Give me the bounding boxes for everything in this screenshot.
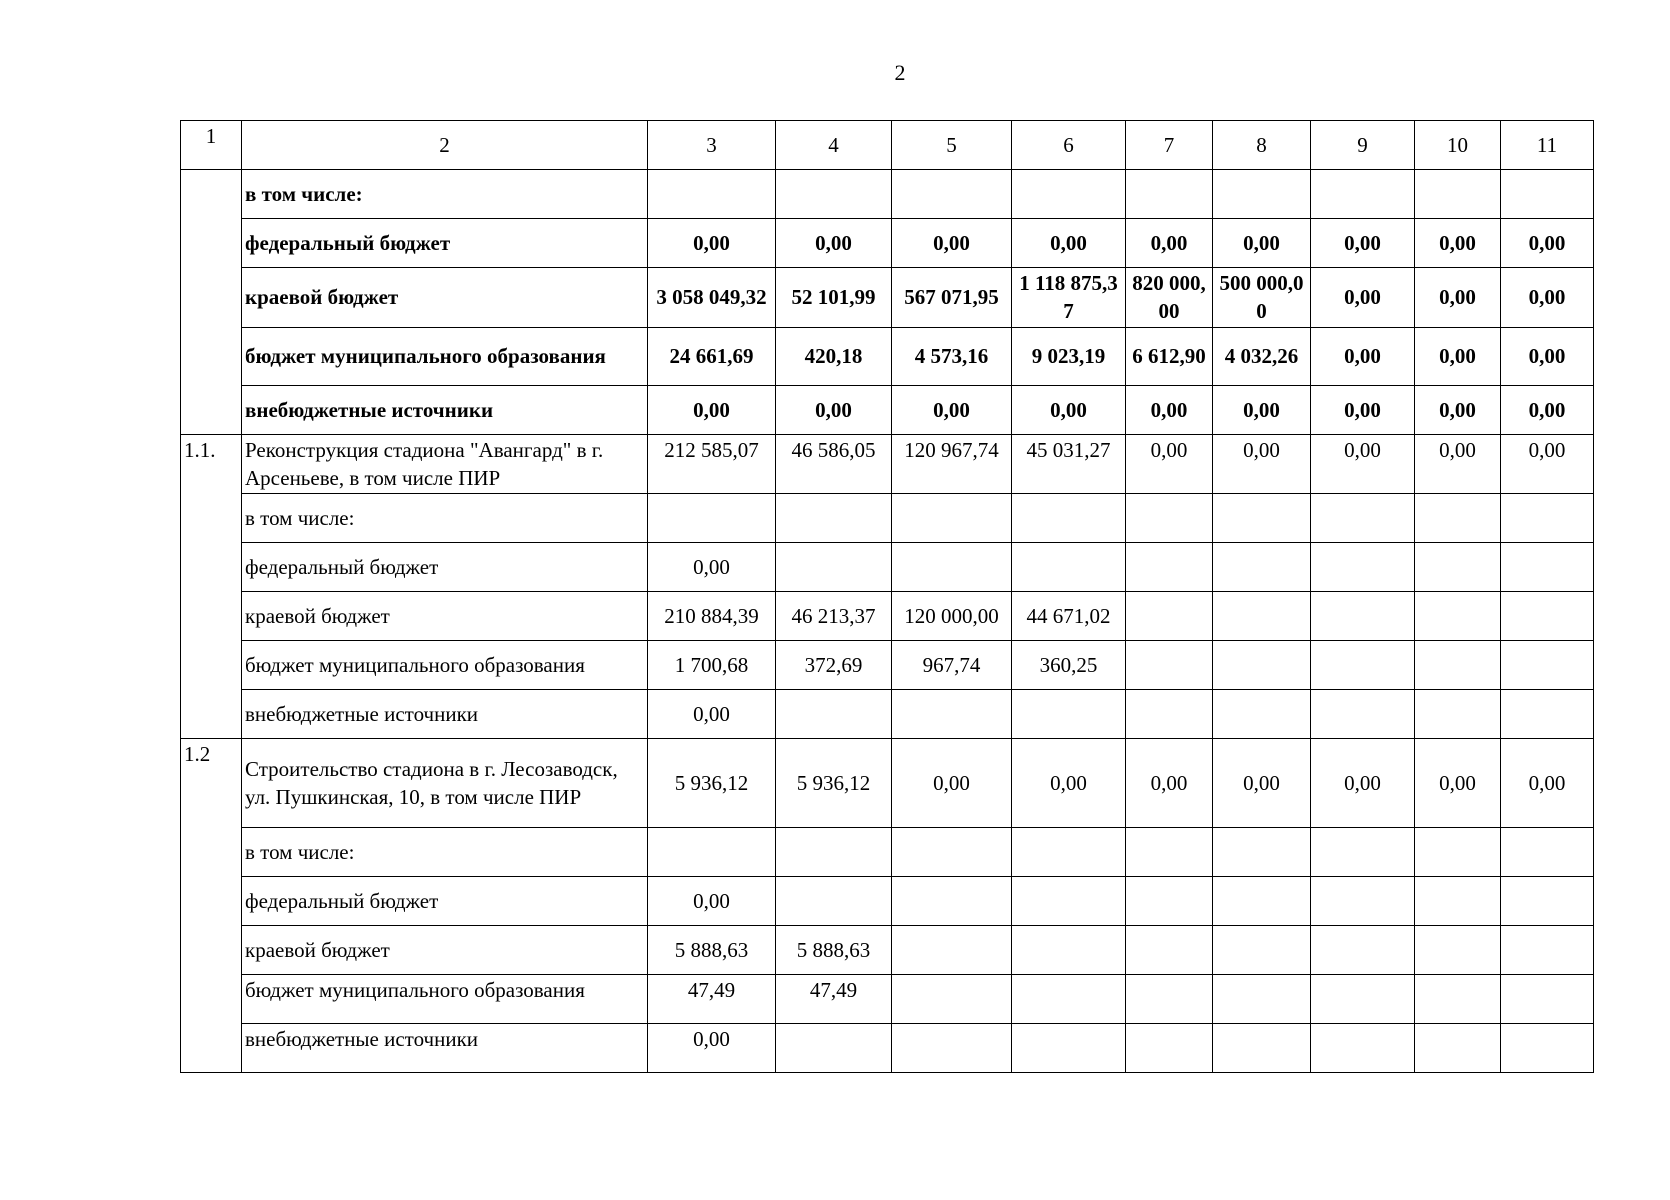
column-header: 2 <box>242 121 648 170</box>
value-cell <box>1501 926 1594 975</box>
row-label: бюджет муниципального образования <box>242 975 648 1024</box>
table-row <box>181 1024 1594 1073</box>
table-row <box>181 268 1594 328</box>
row-label: федеральный бюджет <box>242 543 648 592</box>
value-cell <box>892 1024 1012 1073</box>
value-cell <box>892 690 1012 739</box>
table-row <box>181 739 1594 828</box>
value-cell <box>1501 1024 1594 1073</box>
value-cell <box>1311 1024 1415 1073</box>
value-cell <box>1126 828 1213 877</box>
value-cell <box>776 1024 892 1073</box>
column-header: 4 <box>776 121 892 170</box>
value-cell: 0,00 <box>1415 327 1501 385</box>
value-cell <box>1012 690 1126 739</box>
row-label: внебюджетные источники <box>242 385 648 434</box>
value-cell: 0,00 <box>1126 219 1213 268</box>
table-row <box>181 828 1594 877</box>
value-cell <box>1012 543 1126 592</box>
value-cell: 0,00 <box>1213 739 1311 828</box>
value-cell: 0,00 <box>1501 385 1594 434</box>
row-label: краевой бюджет <box>242 268 648 328</box>
table-row <box>181 219 1594 268</box>
value-cell: 0,00 <box>1311 434 1415 494</box>
column-header: 8 <box>1213 121 1311 170</box>
value-cell <box>1126 170 1213 219</box>
value-cell <box>1213 1024 1311 1073</box>
row-number-cell: 1.1. <box>181 434 242 739</box>
value-cell <box>1012 170 1126 219</box>
value-cell: 0,00 <box>776 219 892 268</box>
value-cell <box>892 543 1012 592</box>
value-cell: 47,49 <box>648 975 776 1024</box>
value-cell <box>1501 690 1594 739</box>
value-cell <box>1126 1024 1213 1073</box>
row-label: в том числе: <box>242 494 648 543</box>
row-label: федеральный бюджет <box>242 877 648 926</box>
value-cell <box>1501 592 1594 641</box>
value-cell <box>1012 494 1126 543</box>
value-cell <box>1126 641 1213 690</box>
page-number: 2 <box>894 60 906 85</box>
value-cell <box>1415 690 1501 739</box>
value-cell: 3 058 049,32 <box>648 268 776 328</box>
value-cell <box>1126 494 1213 543</box>
row-label: краевой бюджет <box>242 926 648 975</box>
row-label: внебюджетные источники <box>242 690 648 739</box>
table-row <box>181 385 1594 434</box>
table-row <box>181 543 1594 592</box>
value-cell: 967,74 <box>892 641 1012 690</box>
value-cell: 0,00 <box>1501 739 1594 828</box>
row-label: бюджет муниципального образования <box>242 327 648 385</box>
value-cell: 0,00 <box>1213 434 1311 494</box>
value-cell: 0,00 <box>1213 219 1311 268</box>
row-label: краевой бюджет <box>242 592 648 641</box>
value-cell: 212 585,07 <box>648 434 776 494</box>
value-cell <box>1311 877 1415 926</box>
value-cell <box>1012 926 1126 975</box>
table-row <box>181 170 1594 219</box>
value-cell: 0,00 <box>1213 385 1311 434</box>
value-cell: 5 936,12 <box>776 739 892 828</box>
value-cell <box>1012 975 1126 1024</box>
value-cell <box>1501 975 1594 1024</box>
value-cell <box>1126 690 1213 739</box>
value-cell: 0,00 <box>648 690 776 739</box>
budget-table <box>180 120 1594 1073</box>
row-label: бюджет муниципального образования <box>242 641 648 690</box>
value-cell: 0,00 <box>648 877 776 926</box>
value-cell: 0,00 <box>1415 434 1501 494</box>
value-cell: 5 936,12 <box>648 739 776 828</box>
value-cell <box>1213 828 1311 877</box>
value-cell: 0,00 <box>1311 268 1415 328</box>
value-cell: 120 000,00 <box>892 592 1012 641</box>
value-cell: 0,00 <box>1012 739 1126 828</box>
value-cell: 567 071,95 <box>892 268 1012 328</box>
value-cell: 0,00 <box>1501 268 1594 328</box>
value-cell: 4 032,26 <box>1213 327 1311 385</box>
value-cell: 6 612,90 <box>1126 327 1213 385</box>
value-cell: 372,69 <box>776 641 892 690</box>
value-cell <box>648 828 776 877</box>
value-cell <box>892 494 1012 543</box>
value-cell <box>1415 494 1501 543</box>
value-cell: 0,00 <box>1415 739 1501 828</box>
value-cell <box>1415 641 1501 690</box>
value-cell: 24 661,69 <box>648 327 776 385</box>
value-cell: 210 884,39 <box>648 592 776 641</box>
value-cell: 0,00 <box>1415 268 1501 328</box>
value-cell: 820 000,00 <box>1126 268 1213 328</box>
value-cell: 0,00 <box>776 385 892 434</box>
value-cell: 47,49 <box>776 975 892 1024</box>
table-row <box>181 327 1594 385</box>
value-cell <box>1311 641 1415 690</box>
column-header: 1 <box>181 121 242 170</box>
value-cell <box>776 877 892 926</box>
column-header: 11 <box>1501 121 1594 170</box>
value-cell: 0,00 <box>648 385 776 434</box>
value-cell: 0,00 <box>1311 219 1415 268</box>
value-cell <box>1415 877 1501 926</box>
value-cell <box>1501 641 1594 690</box>
value-cell <box>1213 690 1311 739</box>
value-cell <box>892 975 1012 1024</box>
row-label: Строительство стадиона в г. Лесозаводск, ул. Пушкинская, 10, в том числе ПИР <box>242 739 648 828</box>
value-cell: 120 967,74 <box>892 434 1012 494</box>
value-cell <box>1213 543 1311 592</box>
value-cell: 0,00 <box>1012 219 1126 268</box>
value-cell <box>1415 1024 1501 1073</box>
value-cell: 0,00 <box>1415 385 1501 434</box>
column-header: 9 <box>1311 121 1415 170</box>
value-cell: 0,00 <box>1415 219 1501 268</box>
value-cell: 360,25 <box>1012 641 1126 690</box>
table-row <box>181 926 1594 975</box>
value-cell: 44 671,02 <box>1012 592 1126 641</box>
value-cell <box>1213 170 1311 219</box>
row-label: в том числе: <box>242 170 648 219</box>
value-cell <box>1501 877 1594 926</box>
value-cell: 0,00 <box>1311 385 1415 434</box>
value-cell: 46 213,37 <box>776 592 892 641</box>
value-cell <box>892 877 1012 926</box>
row-number-cell: 1.2 <box>181 739 242 1073</box>
value-cell: 420,18 <box>776 327 892 385</box>
row-label: Реконструкция стадиона "Авангард" в г. Арсеньеве, в том числе ПИР <box>242 434 648 494</box>
value-cell: 46 586,05 <box>776 434 892 494</box>
value-cell <box>1415 828 1501 877</box>
value-cell <box>1311 170 1415 219</box>
value-cell <box>1501 543 1594 592</box>
value-cell <box>892 170 1012 219</box>
value-cell: 0,00 <box>892 219 1012 268</box>
value-cell: 0,00 <box>648 543 776 592</box>
value-cell: 0,00 <box>892 385 1012 434</box>
column-header: 5 <box>892 121 1012 170</box>
value-cell: 4 573,16 <box>892 327 1012 385</box>
value-cell: 45 031,27 <box>1012 434 1126 494</box>
value-cell: 0,00 <box>1311 739 1415 828</box>
value-cell <box>1213 975 1311 1024</box>
value-cell <box>1501 828 1594 877</box>
value-cell <box>892 828 1012 877</box>
value-cell: 500 000,00 <box>1213 268 1311 328</box>
value-cell <box>1415 592 1501 641</box>
value-cell: 52 101,99 <box>776 268 892 328</box>
value-cell: 0,00 <box>648 1024 776 1073</box>
value-cell: 0,00 <box>1501 434 1594 494</box>
value-cell <box>1213 926 1311 975</box>
value-cell <box>648 494 776 543</box>
value-cell <box>1012 828 1126 877</box>
value-cell: 1 700,68 <box>648 641 776 690</box>
value-cell <box>648 170 776 219</box>
value-cell: 0,00 <box>1501 219 1594 268</box>
row-label: федеральный бюджет <box>242 219 648 268</box>
value-cell <box>1012 1024 1126 1073</box>
value-cell <box>1501 170 1594 219</box>
value-cell <box>1126 592 1213 641</box>
row-label: в том числе: <box>242 828 648 877</box>
table-row <box>181 975 1594 1024</box>
table-row <box>181 434 1594 494</box>
value-cell: 9 023,19 <box>1012 327 1126 385</box>
value-cell <box>776 690 892 739</box>
table-row <box>181 592 1594 641</box>
value-cell <box>776 543 892 592</box>
table-row <box>181 641 1594 690</box>
value-cell: 5 888,63 <box>776 926 892 975</box>
value-cell <box>1415 543 1501 592</box>
value-cell <box>1126 926 1213 975</box>
value-cell <box>1311 494 1415 543</box>
value-cell <box>1311 690 1415 739</box>
value-cell: 0,00 <box>1501 327 1594 385</box>
value-cell <box>1213 494 1311 543</box>
table-row <box>181 494 1594 543</box>
value-cell <box>1012 877 1126 926</box>
value-cell <box>1415 975 1501 1024</box>
row-label: внебюджетные источники <box>242 1024 648 1073</box>
value-cell <box>1213 592 1311 641</box>
column-header: 3 <box>648 121 776 170</box>
value-cell: 0,00 <box>1126 739 1213 828</box>
value-cell <box>776 828 892 877</box>
column-header: 10 <box>1415 121 1501 170</box>
value-cell <box>1213 641 1311 690</box>
value-cell <box>1415 926 1501 975</box>
value-cell: 0,00 <box>648 219 776 268</box>
value-cell <box>1126 975 1213 1024</box>
value-cell: 0,00 <box>1126 385 1213 434</box>
value-cell <box>1311 543 1415 592</box>
value-cell: 0,00 <box>892 739 1012 828</box>
value-cell <box>1311 926 1415 975</box>
value-cell: 5 888,63 <box>648 926 776 975</box>
header-row <box>181 121 1594 170</box>
value-cell <box>892 926 1012 975</box>
value-cell <box>1311 828 1415 877</box>
value-cell <box>1311 592 1415 641</box>
table-row <box>181 690 1594 739</box>
value-cell <box>1126 543 1213 592</box>
value-cell <box>776 170 892 219</box>
table-row <box>181 877 1594 926</box>
value-cell: 1 118 875,37 <box>1012 268 1126 328</box>
value-cell: 0,00 <box>1126 434 1213 494</box>
value-cell <box>1311 975 1415 1024</box>
value-cell <box>1415 170 1501 219</box>
value-cell <box>1501 494 1594 543</box>
column-header: 7 <box>1126 121 1213 170</box>
value-cell <box>1126 877 1213 926</box>
value-cell: 0,00 <box>1012 385 1126 434</box>
column-header: 6 <box>1012 121 1126 170</box>
value-cell: 0,00 <box>1311 327 1415 385</box>
value-cell <box>1213 877 1311 926</box>
value-cell <box>776 494 892 543</box>
row-number-cell <box>181 170 242 435</box>
